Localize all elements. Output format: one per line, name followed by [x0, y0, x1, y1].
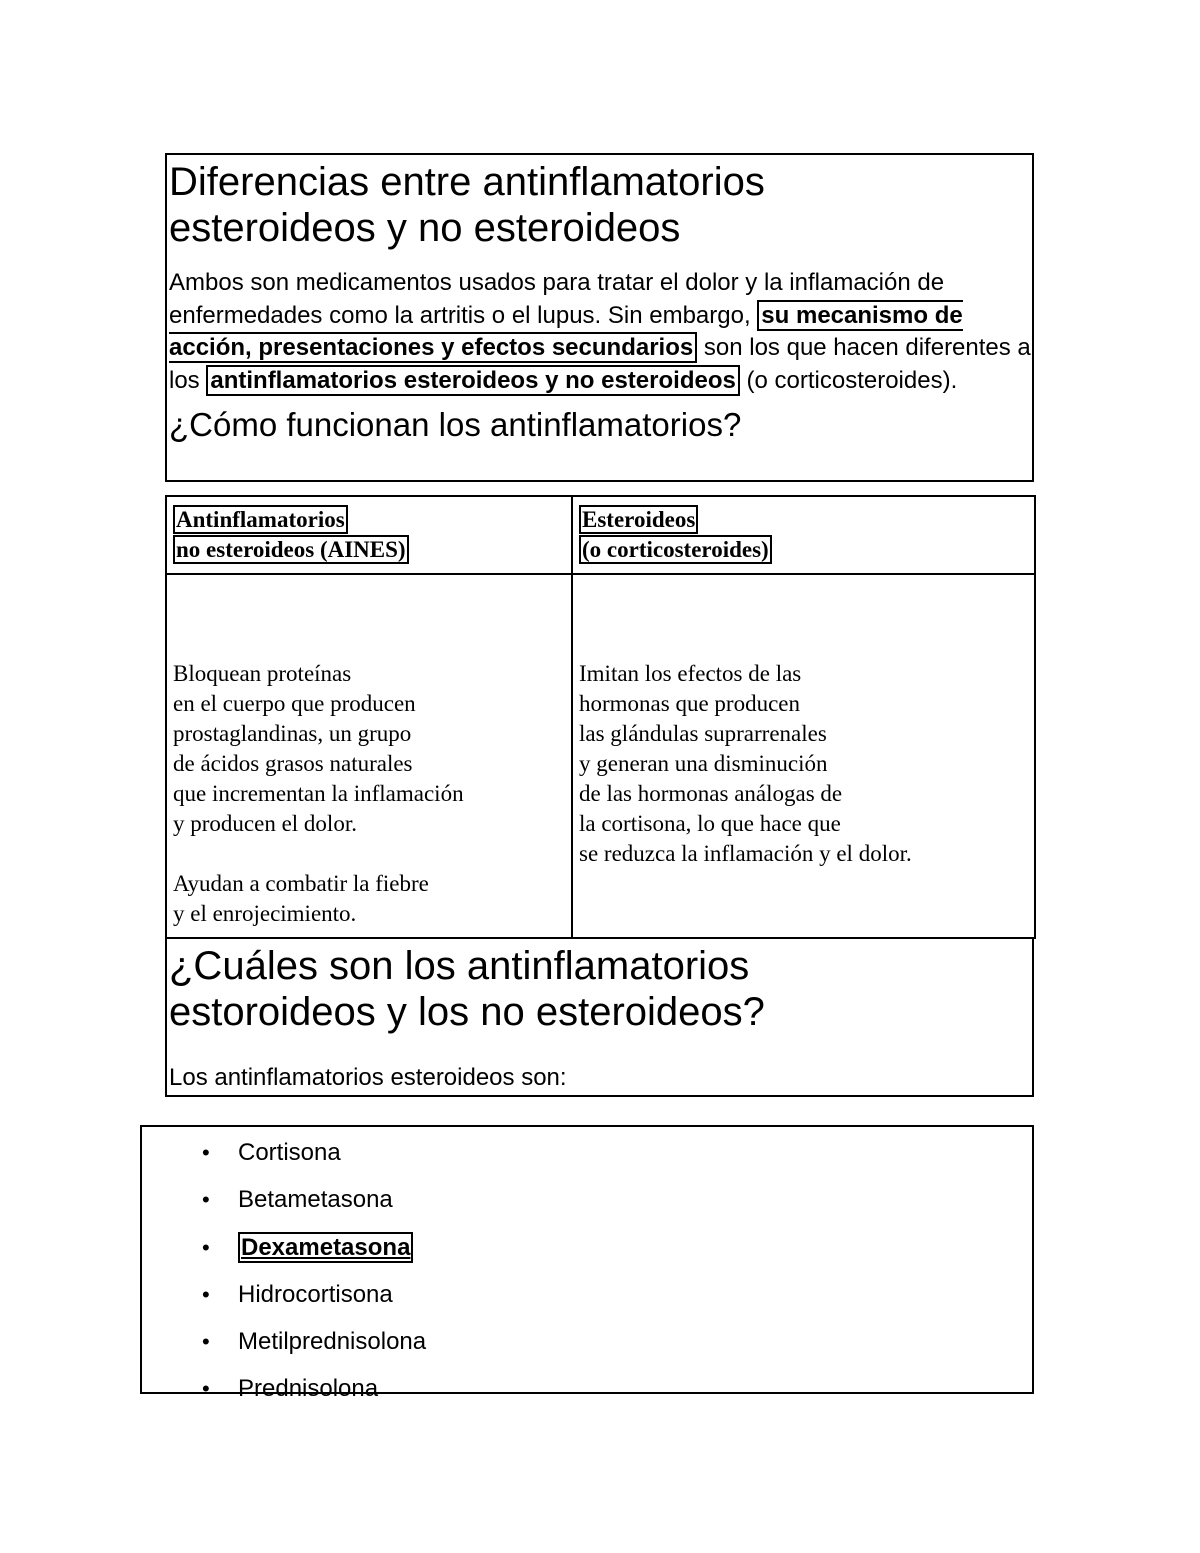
highlight-drug-types: antinflamatorios esteroideos y no esteroideos: [206, 365, 739, 396]
drug-name: Metilprednisolona: [238, 1328, 427, 1356]
drug-name: Prednisolona: [238, 1375, 379, 1403]
list-item: [202, 1365, 426, 1412]
cell-steroids: [572, 574, 1035, 938]
which-are-heading-line2: estoroideos y los no esteroideos?: [169, 990, 765, 1034]
table-body-row: [166, 574, 1035, 938]
intro-text-start: Ambos son medicamentos usados para tratar el dolor y la inflamación de enfermedades como la artritis o el lupus. Sin embargo,: [169, 269, 945, 329]
header-nsaids-line2: no esteroideos (AINES): [173, 535, 409, 564]
bullet-icon: •: [202, 1329, 210, 1355]
bullet-icon: •: [202, 1234, 210, 1260]
steroid-list-box: [140, 1125, 1034, 1403]
which-are-section: [165, 937, 1034, 1097]
intro-text-middle: son los que hacen diferentes a los: [169, 334, 1031, 394]
table-header-row: [166, 496, 1035, 574]
header-steroids-line1: Esteroideos: [579, 505, 698, 534]
nsaids-description: Bloquean proteínas en el cuerpo que producen prostaglandinas, un grupo de ácidos grasos naturales que incrementan la inflamación y producen el dolor. Ayudan a combatir la fiebre y el enrojecimiento.: [173, 661, 464, 926]
page-title-line2: esteroideos y no esteroideos: [169, 206, 681, 250]
page-title: [169, 159, 1032, 251]
list-item: [202, 1224, 426, 1271]
comparison-table: [165, 495, 1036, 939]
bullet-icon: •: [202, 1140, 210, 1165]
drug-name: Betametasona: [238, 1186, 393, 1214]
cell-nsaids: [166, 574, 572, 938]
bullet-icon: •: [202, 1281, 210, 1307]
header-steroids: [572, 496, 1035, 574]
list-item: [202, 1271, 426, 1318]
highlight-mechanism: su mecanismo de acción, presentaciones y efectos secundarios: [169, 301, 963, 361]
header-nsaids: [166, 496, 572, 574]
how-they-work-heading: ¿Cómo funcionan los antinflamatorios?: [169, 406, 742, 443]
header-steroids-line2: (o corticosteroides): [579, 535, 772, 564]
header-nsaids-line1: Antinflamatorios: [173, 505, 348, 534]
drug-name: Dexametasona: [238, 1232, 413, 1263]
list-item: [202, 1318, 426, 1365]
bullet-icon: •: [202, 1187, 210, 1213]
intro-section: [165, 153, 1034, 482]
bullet-icon: •: [202, 1376, 210, 1402]
which-are-heading-line1: ¿Cuáles son los antinflamatorios: [169, 944, 750, 988]
intro-paragraph: [169, 267, 1032, 397]
steroids-description: Imitan los efectos de las hormonas que producen las glándulas suprarrenales y generan una disminución de las hormonas análogas de la cortisona, lo que hace que se reduzca la inflamación y el dolor.: [579, 661, 912, 866]
intro-text-end: (o corticosteroides).: [739, 366, 958, 394]
list-item: [202, 1176, 426, 1223]
list-item: [202, 1129, 426, 1176]
drug-name: Hidrocortisona: [238, 1280, 393, 1308]
drug-name: Cortisona: [238, 1139, 341, 1166]
steroid-list: [202, 1129, 426, 1413]
which-are-heading: [169, 943, 1032, 1035]
page-title-line1: Diferencias entre antinflamatorios: [169, 160, 765, 204]
steroid-list-intro: Los antinflamatorios esteroideos son:: [169, 1064, 567, 1091]
